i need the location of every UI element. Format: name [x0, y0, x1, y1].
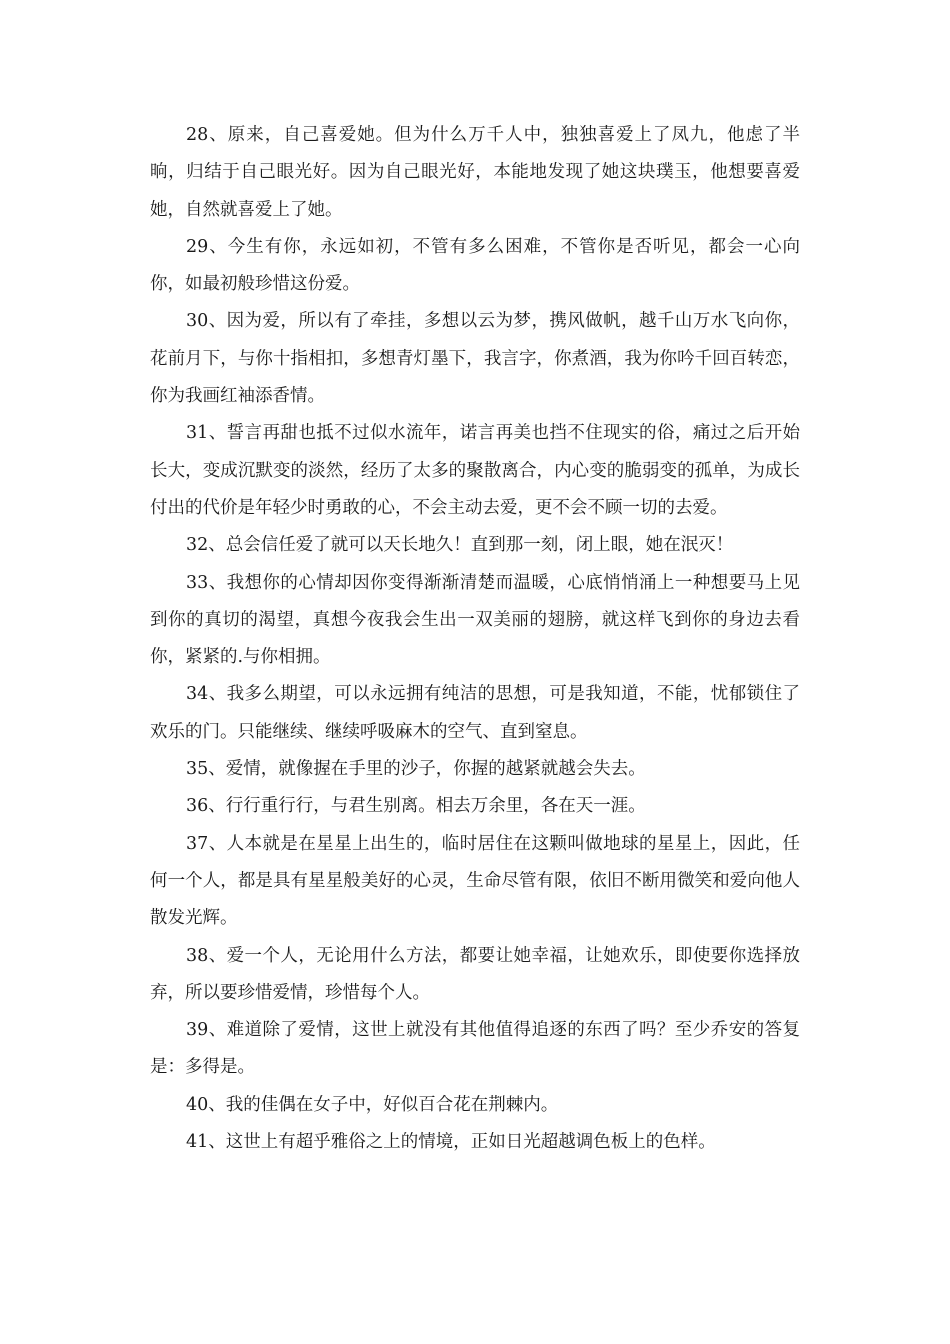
paragraph-39: 39、难道除了爱情，这世上就没有其他值得追逐的东西了吗？至少乔安的答复是：多得是。	[150, 1020, 800, 1078]
document-body	[150, 117, 800, 1161]
paragraph-41: 41、这世上有超乎雅俗之上的情境，正如日光超越调色板上的色样。	[186, 1132, 716, 1153]
paragraph-30: 30、因为爱，所以有了牵挂，多想以云为梦，携风做帆，越千山万水飞向你，花前月下，与你十指相扣，多想青灯墨下，我言字，你煮酒，我为你吟千回百转恋，你为我画红袖添香情。	[150, 311, 800, 407]
paragraph-32: 32、总会信任爱了就可以天长地久！直到那一刻，闭上眼，她在泯灭！	[186, 535, 734, 556]
paragraph-40: 40、我的佳偶在女子中，好似百合花在荆棘内。	[186, 1094, 559, 1115]
paragraph-37: 37、人本就是在星星上出生的，临时居住在这颗叫做地球的星星上，因此，任何一个人，都是具有星星般美好的心灵，生命尽管有限，依旧不断用微笑和爱向他人散发光辉。	[150, 833, 800, 929]
paragraph-34: 34、我多么期望，可以永远拥有纯洁的思想，可是我知道，不能，忧郁锁住了欢乐的门。只能继续、继续呼吸麻木的空气、直到窒息。	[150, 684, 800, 742]
paragraph-36: 36、行行重行行，与君生别离。相去万余里，各在天一涯。	[186, 796, 646, 817]
paragraph-28: 28、原来，自己喜爱她。但为什么万千人中，独独喜爱上了凤九，他虑了半晌，归结于自己眼光好。因为自己眼光好，本能地发现了她这块璞玉，他想要喜爱她，自然就喜爱上了她。	[150, 125, 800, 220]
paragraph-38: 38、爱一个人，无论用什么方法，都要让她幸福，让她欢乐，即使要你选择放弃，所以要珍惜爱情，珍惜每个人。	[150, 945, 800, 1003]
paragraph-31: 31、誓言再甜也抵不过似水流年，诺言再美也挡不住现实的俗，痛过之后开始长大，变成沉默变的淡然，经历了太多的聚散离合，内心变的脆弱变的孤单，为成长付出的代价是年轻少时勇敢的心，不会主动去爱，更不会不顾一切的去爱。	[150, 423, 800, 518]
paragraph-35: 35、爱情，就像握在手里的沙子，你握的越紧就越会失去。	[186, 759, 646, 780]
paragraph-33: 33、我想你的心情却因你变得渐渐清楚而温暖，心底悄悄涌上一种想要马上见到你的真切的渴望，真想今夜我会生出一双美丽的翅膀，就这样飞到你的身边去看你，紧紧的.与你相拥。	[150, 572, 800, 668]
paragraph-29: 29、今生有你，永远如初，不管有多么困难，不管你是否听见，都会一心向你，如最初般珍惜这份爱。	[150, 236, 800, 295]
